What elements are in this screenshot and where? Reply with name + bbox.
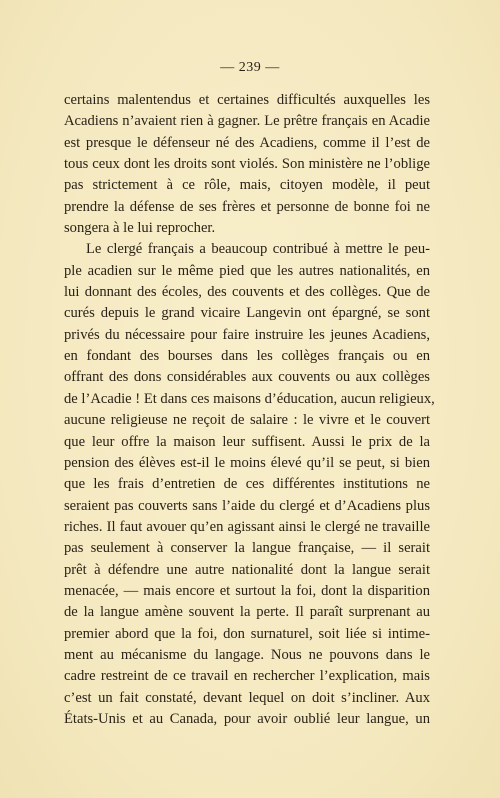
text-line: premier abord que la foi, don surnaturel, soit liée si intime- — [64, 625, 430, 642]
text-line: est presque le défenseur né des Acadiens, comme il l’est de — [64, 134, 430, 151]
text-line: pas strictement à ce rôle, mais, citoyen modèle, il peut — [64, 177, 430, 194]
text-line: de l’Acadie ! Et dans ces maisons d’éducation, aucun religieux, — [64, 390, 435, 407]
text-line: prendre la défense de ses frères et personne de bonne foi ne — [64, 198, 430, 215]
text-line: curés depuis le grand vicaire Langevin ont épargné, se sont — [64, 305, 430, 322]
text-line: ment au mécanisme du langage. Nous ne pouvons dans le — [64, 646, 430, 663]
body-text — [64, 90, 435, 730]
text-line: États-Unis et au Canada, pour avoir oublié leur langue, un — [64, 710, 430, 727]
text-line: pension des élèves est-il le moins élevé qu’il se peut, si bien — [64, 454, 430, 471]
text-line: aucune religieuse ne reçoit de salaire : le vivre et le couvert — [64, 412, 430, 429]
text-line: ple acadien sur le même pied que les autres nationalités, en — [64, 262, 430, 279]
text-line: tous ceux dont les droits sont violés. Son ministère ne l’oblige — [64, 156, 430, 173]
text-line: pas seulement à conserver la langue française, — il serait — [64, 540, 430, 557]
text-line: c’est un fait constaté, devant lequel on doit s’incliner. Aux — [64, 689, 430, 706]
text-line: menacée, — mais encore et surtout la foi, dont la disparition — [64, 582, 430, 599]
text-line: de la langue amène souvent la perte. Il paraît surprenant au — [64, 604, 430, 621]
text-line: Acadiens n’avaient rien à gagner. Le prêtre français en Acadie — [64, 113, 430, 130]
text-line: songera à le lui reprocher. — [64, 220, 216, 237]
page-number: — 239 — — [220, 60, 280, 75]
text-line: cadre restreint de ce travail en rechercher l’explication, mais — [64, 668, 430, 685]
text-line: que leur offre la maison leur suffisent. Aussi le prix de la — [64, 433, 430, 450]
text-line: en fondant des bourses dans les collèges français ou en — [64, 348, 430, 365]
text-line: offrant des dons considérables aux couvents ou aux collèges — [64, 369, 430, 386]
text-line: que les frais d’entretien de ces différentes institutions ne — [64, 476, 430, 493]
text-line: prêt à défendre une autre nationalité dont la langue serait — [64, 561, 430, 578]
text-line: certains malentendus et certaines difficultés auxquelles les — [64, 92, 430, 108]
text-line: seraient pas couverts sans l’aide du clergé et d’Acadiens plus — [64, 497, 430, 514]
text-line: privés du nécessaire pour faire instruire les jeunes Acadiens, — [64, 326, 430, 343]
text-line: lui donnant des écoles, des couvents et des collèges. Que de — [64, 284, 430, 301]
text-line: riches. Il faut avouer qu’en agissant ainsi le clergé ne travaille — [64, 518, 430, 535]
paragraph-start-line: Le clergé français a beaucoup contribué à mettre le peu- — [86, 241, 430, 258]
